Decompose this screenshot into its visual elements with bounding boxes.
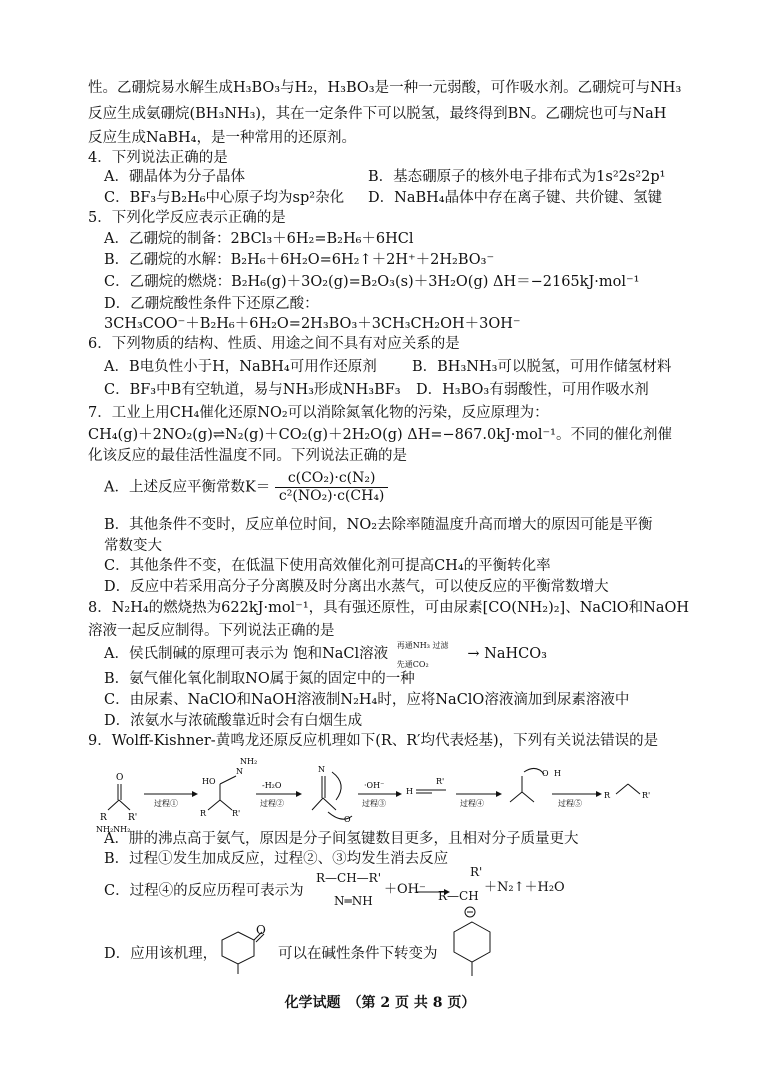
arrow-top-label: 再通NH₃ 过滤 [396,641,449,650]
arrow-head-5 [596,791,602,797]
q8-option-d: D．浓氨水与浓硫酸靠近时会有白烟生成 [104,713,363,729]
structure-ketone [108,784,130,810]
q8-option-a [104,641,547,669]
minus-h2o-label: -H₂O [262,781,282,790]
q6-option-d: D．H₃BO₃有弱酸性，可用作吸水剂 [416,382,649,398]
q5-option-a: A．乙硼烷的制备：2BCl₃＋6H₂=B₂H₆＋6HCl [104,231,414,247]
q4-stem: 4．下列说法正确的是 [88,150,228,166]
q4-option-d: D．NaBH₄晶体中存在离子键、共价键、氢键 [368,190,663,206]
intro-line-1: 性。乙硼烷易水解生成H₃BO₃与H₂，H₃BO₃是一种一元弱酸，可作吸水剂。乙硼烷可与NH₃ [88,80,682,96]
q9-option-d: D．应用该机理， [104,946,218,962]
nh2-label: NH₂ [240,757,258,766]
step-2-label: 过程② [260,799,284,808]
structure-carbanion [510,768,544,802]
q8-option-a-text: A．侯氏制碱的原理可表示为 饱和NaCl溶液 [104,646,389,662]
ketone-rprime-label: R' [128,813,138,823]
fraction-denominator: c²(NO₂)·c(CH₄) [278,488,385,504]
q6-option-b: B．BH₃NH₃可以脱氢，可用作储氢材料 [412,359,672,375]
q9-option-a: A．肼的沸点高于氨气，原因是分子间氢键数目更多，且相对分子质量更大 [104,831,579,847]
q4-option-c: C．BF₃与B₂H₆中心原子均为sp²杂化 [104,190,345,206]
q9-c-product: R—CH [438,889,479,903]
arrow-head-3 [396,791,402,797]
step-3-label: 过程③ [362,799,386,808]
q9-c-reactant-top: R—CH—R' [316,871,382,885]
structure-alkane [616,784,640,794]
q9-option-c: C．过程④的反应历程可表示为 [104,883,304,899]
intro-line-2: 反应生成氨硼烷(BH₃NH₃)，其在一定条件下可以脱氢，最终得到BN。乙硼烷也可与NaH [88,106,667,122]
q6-stem: 6．下列物质的结构、性质、用途之间不具有对应关系的是 [88,336,460,352]
ketone-o-d-label: O [256,923,266,937]
reaction-arrow [393,641,463,669]
q9-c-product-top: R' [470,865,483,879]
step-1-label: 过程① [154,799,178,808]
n-label-1: N [236,767,243,776]
q8-option-b: B．氨气催化氧化制取NO属于氮的固定中的一种 [104,671,415,687]
r-label-5: R [604,791,611,800]
q7-option-d: D．反应中若采用高分子分离膜及时分离出水蒸气，可以使反应的平衡常数增大 [104,579,609,595]
arrow-head-4 [496,791,502,797]
q8-option-a-product: → NaHCO₃ [467,646,547,662]
q5-stem: 5．下列化学反应表示正确的是 [88,210,286,226]
r-label-2: R [200,809,207,818]
arrow-head-2 [296,791,302,797]
q9-option-d-middle: 可以在碱性条件下转变为 [278,946,438,962]
structure-diazene [416,790,446,793]
equilibrium-constant-fraction [275,470,388,505]
rprime-label-5: R' [642,791,651,800]
q9-c-oh: ＋OH⁻ [384,882,426,897]
q7-equation: CH₄(g)＋2NO₂(g)⇌N₂(g)＋CO₂(g)＋2H₂O(g) ΔH=−867.0kJ·mol⁻¹。不同的催化剂催 [88,427,672,443]
q7-option-a-text: A．上述反应平衡常数K＝ [104,479,271,496]
q7-line-3: 化该反应的最佳活性温度不同。下列说法正确的是 [88,448,407,464]
methylcyclohexane-structure [448,914,496,980]
ho-label: HO [202,777,216,786]
h-label-3: H [406,787,413,796]
q9-c-products-tail: ＋N₂↑＋H₂O [484,880,565,895]
q7-option-a [104,470,388,505]
hydrazine-label: NH₂NH₂ [96,825,131,834]
ketone-r-label: R [100,813,107,823]
q5-option-b: B．乙硼烷的水解：B₂H₆＋6H₂O=6H₂↑＋2H⁺＋2H₂BO₃⁻ [104,252,495,268]
o-label-4: O [542,769,549,778]
oh-minus-label: ·OH⁻ [364,781,385,790]
q5-option-c: C．乙硼烷的燃烧：B₂H₆(g)＋3O₂(g)=B₂O₃(s)＋3H₂O(g) ΔH＝−2165kJ·mol⁻¹ [104,274,640,290]
n-label-2: N [318,765,325,774]
q9-stem: 9．Wolff-Kishner-黄鸣龙还原反应机理如下(R、R′均代表烃基)，下列有关说法错误的是 [88,733,659,749]
q4-option-b: B．基态硼原子的核外电子排布式为1s²2s²2p¹ [368,169,666,185]
intro-line-3: 反应生成NaBH₄，是一种常用的还原剂。 [88,130,356,146]
arrow-bottom-label: 先通CO₂ [396,660,429,669]
q7-option-b-cont: 常数变大 [104,538,162,554]
q8-option-c: C．由尿素、NaClO和NaOH溶液制N₂H₄时，应将NaClO溶液滴加到尿素溶液中 [104,692,630,708]
mechanism-diagram [96,754,716,834]
o-label-2: O [344,815,351,824]
q4-option-a: A．硼晶体为分子晶体 [104,169,245,185]
q5-option-d: D．乙硼烷酸性条件下还原乙酸： [104,296,319,312]
step-5-label: 过程⑤ [558,799,582,808]
structure-hydrazone [312,772,352,819]
fraction-numerator: c(CO₂)·c(N₂) [275,470,388,488]
rprime-label-2: R' [232,809,241,818]
q9-option-b: B．过程①发生加成反应，过程②、③均发生消去反应 [104,851,449,867]
arrow-head-1 [192,791,198,797]
q7-option-b: B．其他条件不变时，反应单位时间，NO₂去除率随温度升高而增大的原因可能是平衡 [104,517,653,533]
h-label-4: H [554,769,561,778]
rprime-label-3: R' [436,777,445,786]
q5-option-d-equation: 3CH₃COO⁻＋B₂H₆＋6H₂O=2H₃BO₃＋3CH₃CH₂OH＋3OH⁻ [104,316,521,332]
q8-stem: 8．N₂H₄的燃烧热为622kJ·mol⁻¹，具有强还原性，可由尿素[CO(NH₂)₂]、NaClO和NaOH [88,600,690,616]
q7-option-c: C．其他条件不变，在低温下使用高效催化剂可提高CH₄的平衡转化率 [104,558,551,574]
q9-c-reactant-bottom: N═NH [334,894,373,908]
q6-option-c: C．BF₃中B有空轨道，易与NH₃形成NH₃BF₃ [104,382,401,398]
page-footer: 化学试题 （第 2 页 共 8 页） [284,995,476,1011]
q7-stem: 7．工业上用CH₄催化还原NO₂可以消除氮氧化物的污染，反应原理为： [88,405,549,421]
q8-line-2: 溶液一起反应制得。下列说法正确的是 [88,623,335,639]
step-4-label: 过程④ [460,799,484,808]
ketone-o-label: O [116,773,124,783]
q6-option-a: A．B电负性小于H，NaBH₄可用作还原剂 [104,359,377,375]
